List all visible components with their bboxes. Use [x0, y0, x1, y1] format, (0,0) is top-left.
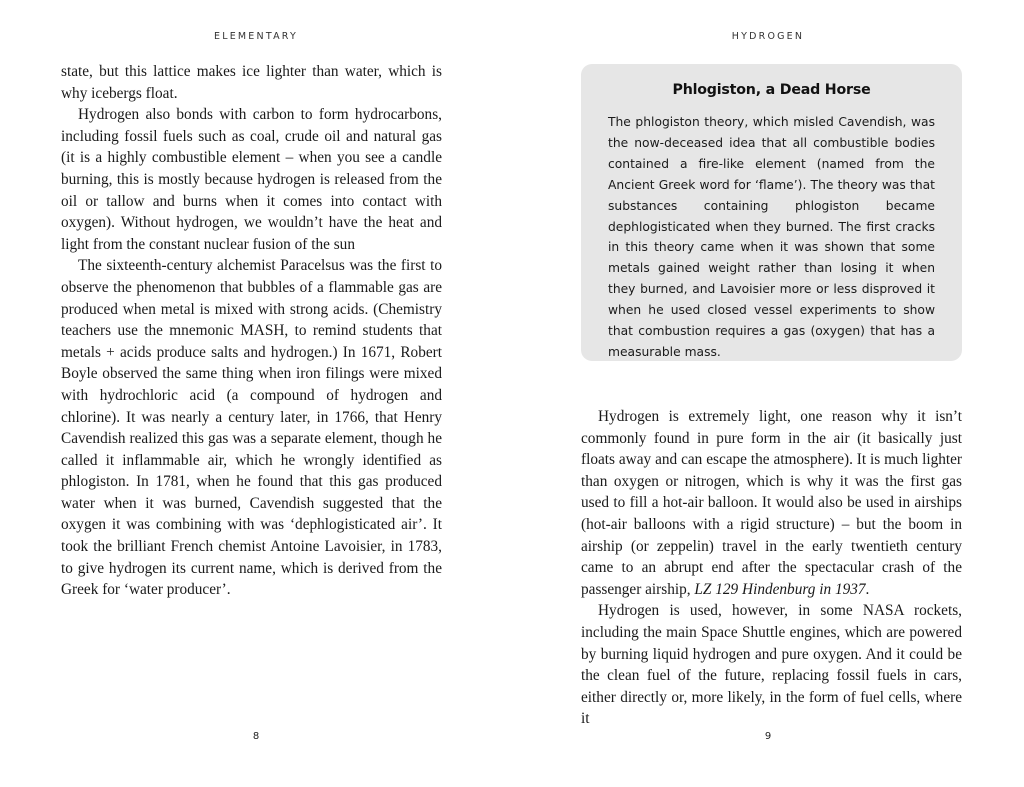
paragraph: state, but this lattice makes ice lighter than water, which is why icebergs float. [61, 63, 442, 102]
paragraph: Hydrogen also bonds with carbon to form hydrocarbons, including fossil fuels such as coal, crude oil and natural gas (it is a highly combustible element – when you see a candle burning, this is mostly because hydrogen is released from the oil or tallow and burns when it comes into contact with oxygen). Without hydrogen, we wouldn’t have the heat and light from the constant nuclear fusion of the sun [61, 106, 442, 253]
sidebar-body: The phlogiston theory, which misled Cavendish, was the now-deceased idea that all combustible bodies contained a fire-like element (named from the Ancient Greek word for ‘flame’). The theory was that substances containing phlogiston became dephlogisticated when they burned. The first cracks in this theory came when it was shown that some metals gained weight rather than losing it when they burned, and Lavoisier more or less disproved it when he used closed vessel experiments to show that combustion requires a gas (oxygen) that has a measurable mass. [608, 115, 935, 359]
paragraph [581, 406, 962, 600]
sidebar-title: Phlogiston, a Dead Horse [672, 82, 871, 98]
page-number: 8 [252, 731, 260, 742]
paragraph-text: . [865, 580, 870, 598]
running-head: HYDROGEN [731, 31, 805, 42]
paragraph-text: Hydrogen is extremely light, one reason why it isn’t commonly found in pure form in the air (it basically just floats away and can escape the atmosphere). It is much lighter than oxygen or nitrogen, which is why it was the first gas used to fill a hot-air balloon. It would also be used in airships (hot-air balloons with a rigid structure) – but the boom in airship (or zeppelin) travel in the early twentieth century came to an abrupt end after the spectacular crash of the passenger airship, [581, 408, 962, 598]
italic-text: LZ 129 Hindenburg in 1937 [694, 580, 866, 598]
sidebar-box [581, 64, 962, 361]
paragraph: The sixteenth-century alchemist Paracelsus was the first to observe the phenomenon that bubbles of a flammable gas are produced when metal is mixed with strong acids. (Chemistry teachers use the mnemonic MASH, to remind students that metals + acids produce salts and hydrogen.) In 1671, Robert Boyle observed the same thing when iron filings were mixed with hydrochloric acid (a compound of hydrogen and chlorine). It was nearly a century later, in 1766, that Henry Cavendish realized this gas was a separate element, though he called it inflammable air, which he wrongly identified as phlogiston. In 1781, when he found that this gas produced water when it was burned, Cavendish suggested that the oxygen it was combining with was ‘dephlogisticated air’. It took the brilliant French chemist Antoine Lavoisier, in 1783, to give hydrogen its current name, which is derived from the Greek for ‘water producer’. [61, 257, 442, 599]
running-head: ELEMENTARY [214, 31, 298, 42]
right-page [512, 0, 1024, 787]
body-text [61, 61, 442, 601]
page-number: 9 [764, 731, 772, 742]
paragraph: Hydrogen is used, however, in some NASA rockets, including the main Space Shuttle engines, which are powered by burning liquid hydrogen and pure oxygen. And it could be the clean fuel of the future, replacing fossil fuels in cars, either directly or, more likely, in the form of fuel cells, where it [581, 602, 962, 728]
body-text [581, 406, 962, 730]
